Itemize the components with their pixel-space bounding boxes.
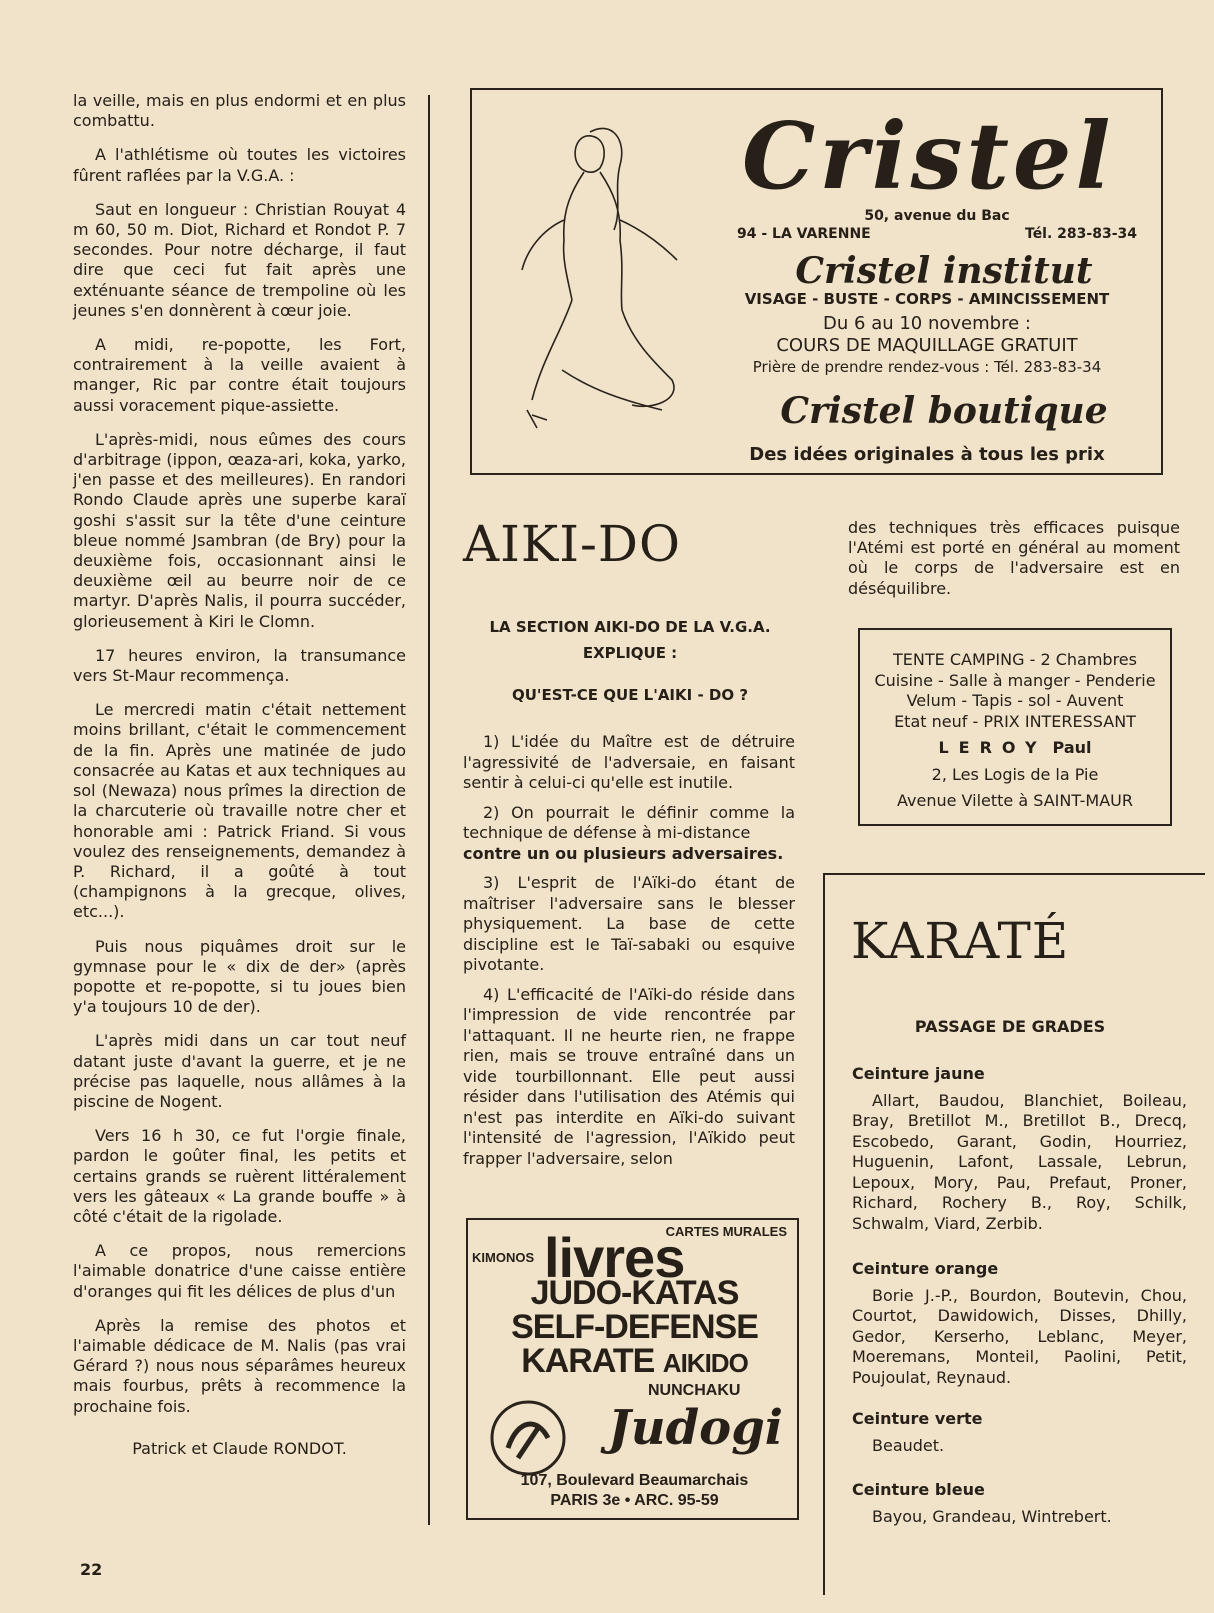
livres-cartes: CARTES MURALES: [665, 1224, 787, 1239]
livres-brand: Judogi: [608, 1400, 783, 1456]
judo-emblem-icon: [488, 1398, 568, 1478]
article-paragraph: A l'athlétisme où toutes les victoires fûrent raflées par la V.G.A. :: [73, 145, 406, 185]
livres-headline: livres: [544, 1226, 685, 1289]
tente-line: Cuisine - Salle à manger - Penderie: [874, 670, 1156, 690]
aikido-question: QU'EST-CE QUE L'AIKI - DO ?: [511, 686, 749, 704]
livres-karate: KARATE: [521, 1342, 655, 1380]
tente-last-name: LEROY: [938, 738, 1047, 757]
article-paragraph: Puis nous piquâmes droit sur le gymnase pour le « dix de der» (après popotte et re-popotte, si tu joues bien y'a toujours 10 de der).: [73, 936, 406, 1017]
livres-aikido: AIKIDO: [662, 1348, 748, 1378]
article-paragraph: L'après midi dans un car tout neuf datant juste d'avant la guerre, et je ne précise pas laquelle, nous allâmes à la piscine de Nogent.: [73, 1031, 406, 1111]
livres-line: JUDO-KATAS: [530, 1274, 739, 1312]
karate-title: KARATÉ: [851, 912, 1070, 970]
cristel-rdv: Prière de prendre rendez-vous : Tél. 283-83-34: [752, 358, 1102, 376]
article-paragraph: 17 heures environ, la transumance vers St-Maur recommença.: [73, 645, 406, 686]
article-paragraph: Le mercredi matin c'était nettement moins brillant, c'était le commencement de la fin. Après une matinée de judo consacrée au Katas et aux techniques au sol (Newaza) nous prîmes la direction de la charcuterie où travaille notre cher et honorable ami : Patrick Friand. Si vous voulez des renseignements, demandez à P. Richard, il a goûté à tout (champignons à la grecque, olives, etc...).: [73, 700, 406, 922]
cristel-phone: Tél. 283-83-34: [1025, 226, 1137, 242]
cristel-institut-title: Cristel institut: [795, 250, 1093, 292]
livres-line: SELF-DEFENSE: [511, 1308, 758, 1346]
tente-line: Etat neuf - PRIX INTERESSANT: [894, 711, 1136, 731]
tente-address: 2, Les Logis de la Pie: [931, 764, 1099, 784]
cristel-advertisement: [470, 88, 1163, 475]
article-paragraph: A midi, re-popotte, les Fort, contrairement à la veille avaient à manger, Ric par contre était toujours aussi voracement pique-assiette.: [73, 335, 406, 415]
article-paragraph: A ce propos, nous remercions l'aimable donatrice d'une caisse entière d'oranges qui fit les délices de plus d'un: [73, 1241, 406, 1301]
woman-illustration-icon: [502, 110, 702, 440]
grade-title: Ceinture orange: [852, 1259, 999, 1278]
cristel-boutique-title: Cristel boutique: [780, 390, 1108, 432]
grade-section-blue: [852, 1480, 1187, 1527]
cristel-course: COURS DE MAQUILLAGE GRATUIT: [776, 335, 1078, 356]
tente-line: Velum - Tapis - sol - Auvent: [906, 691, 1124, 710]
grade-section-orange: [852, 1259, 1187, 1388]
tente-first-name: Paul: [1052, 738, 1092, 757]
grade-section-yellow: [852, 1064, 1187, 1234]
livres-nunchaku: NUNCHAKU: [648, 1382, 741, 1399]
aikido-point: 2) On pourrait le définir comme la technique de défense à mi-distance: [463, 802, 795, 842]
article-signature: Patrick et Claude RONDOT.: [132, 1438, 347, 1458]
grade-title: Ceinture bleue: [852, 1480, 985, 1499]
article-paragraph: Vers 16 h 30, ce fut l'orgie finale, pardon le goûter final, les petits et certains grands se ruèrent littéralement vers les gâteaux « La grande bouffe » à côté c'était de la rigolade.: [73, 1126, 406, 1226]
page-number: 22: [80, 1560, 103, 1579]
grade-title: Ceinture verte: [852, 1409, 983, 1428]
cristel-services: VISAGE - BUSTE - CORPS - AMINCISSEMENT: [744, 290, 1110, 308]
tente-line: TENTE CAMPING - 2 Chambres: [893, 650, 1137, 669]
aikido-point: 1) L'idée du Maître est de détruire l'agressivité de l'adversaie, en faisant sentir à celui-ci qu'elle est inutile.: [463, 732, 795, 792]
livres-address: 107, Boulevard Beaumarchais: [520, 1472, 749, 1489]
livres-city: PARIS 3e • ARC. 95-59: [550, 1492, 719, 1509]
cristel-contact-row: [737, 225, 1137, 243]
article-paragraph: la veille, mais en plus endormi et en plus combattu.: [73, 91, 406, 131]
tente-contact-name: [860, 738, 1170, 759]
aikido-subtitle-1: LA SECTION AIKI-DO DE LA V.G.A.: [489, 618, 771, 636]
article-paragraph: Saut en longueur : Christian Rouyat 4 m 60, 50 m. Diot, Richard et Rondot P. 7 secondes. Pour notre décharge, il faut dire que ceci fut fait après une exténuante séance de trempoline où les jeunes s'en donnèrent à cœur joie.: [73, 199, 406, 320]
grade-names: Beaudet.: [872, 1435, 945, 1455]
karate-subtitle: PASSAGE DE GRADES: [914, 1017, 1106, 1036]
cristel-logo: Cristel: [742, 102, 1115, 210]
aikido-title: AIKI-DO: [463, 515, 681, 573]
cristel-address-block: [737, 207, 1137, 243]
article-paragraph: L'après-midi, nous eûmes des cours d'arbitrage (ippon, œaza-ari, koka, yarko, j'en passe et des meilleures). En randori Rondo Claude après une superbe karaï goshi s'assit sur la tête d'une ceinture bleue nommé Jsambran (de Bry) pour la deuxième fois, occasionnant ainsi le deuxième œil au beurre noir de ce martyr. D'après Nalis, il pourra succéder, glorieusement à Kiri le Clomn.: [73, 429, 406, 631]
grade-names: Allart, Baudou, Blanchiet, Boileau, Bray, Bretillot M., Bretillot B., Drecq, Escobedo, Garant, Godin, Hourriez, Huguenin, Lafont, Lassale, Lebrun, Lepoux, Mory, Pau, Prefaut, Proner, Richard, Rochery B., Roy, Schilk, Schwalm, Viard, Zerbib.: [852, 1090, 1187, 1233]
cristel-city: 94 - LA VARENNE: [737, 226, 871, 242]
aikido-point: 4) L'efficacité de l'Aïki-do réside dans l'impression de vide rencontrée par l'attaquant. Il ne heurte rien, ne frappe rien, mais se trouve entraîné dans un vide tourbillonnant. Elle peut aussi résider dans l'utilisation des Atémis qui n'est pas interdite en Aïki-do suivant l'intensité de l'agression, l'Aïkido peut frapper l'adversaire, selon: [463, 984, 795, 1168]
grade-section-green: [852, 1409, 1187, 1456]
livres-advertisement: [466, 1218, 799, 1520]
cristel-street: 50, avenue du Bac: [864, 208, 1010, 224]
column-divider: [428, 95, 430, 1525]
tente-classified-ad: [858, 628, 1172, 826]
grade-title: Ceinture jaune: [852, 1064, 985, 1083]
grade-names: Borie J.-P., Bourdon, Boutevin, Chou, Courtot, Dawidowich, Disses, Dhilly, Gedor, Kerserho, Leblanc, Meyer, Moeremans, Monteil, Paolini, Petit, Poujoulat, Reynaud.: [852, 1285, 1187, 1387]
aikido-point: 3) L'esprit de l'Aïki-do étant de maîtriser l'adversaire sans le blesser physiquement. La base de cette discipline est le Taï-sabaki ou esquive pivotante.: [463, 873, 795, 974]
aikido-continuation: des techniques très efficaces puisque l'Atémi est porté en général au moment où le corps de l'adversaire est en déséquilibre.: [848, 518, 1180, 598]
tente-address: Avenue Vilette à SAINT-MAUR: [897, 791, 1133, 810]
left-article-column: [73, 91, 406, 1473]
aikido-body: [463, 732, 795, 1178]
livres-kimonos: KIMONOS: [472, 1250, 535, 1265]
livres-line-karate: [468, 1344, 801, 1380]
cristel-dates: Du 6 au 10 novembre :: [823, 313, 1031, 334]
cristel-tagline: Des idées originales à tous les prix: [749, 444, 1105, 465]
article-paragraph: Après la remise des photos et l'aimable dédicace de M. Nalis (pas vrai Gérard ?) nous nous séparâmes heureux mais fourbus, prêts à recommence la prochaine fois.: [73, 1315, 406, 1416]
aikido-subtitle-2: EXPLIQUE :: [582, 644, 678, 662]
grade-names: Bayou, Grandeau, Wintrebert.: [872, 1506, 1112, 1526]
aikido-point-bold: contre un ou plusieurs adversaires.: [463, 843, 784, 863]
